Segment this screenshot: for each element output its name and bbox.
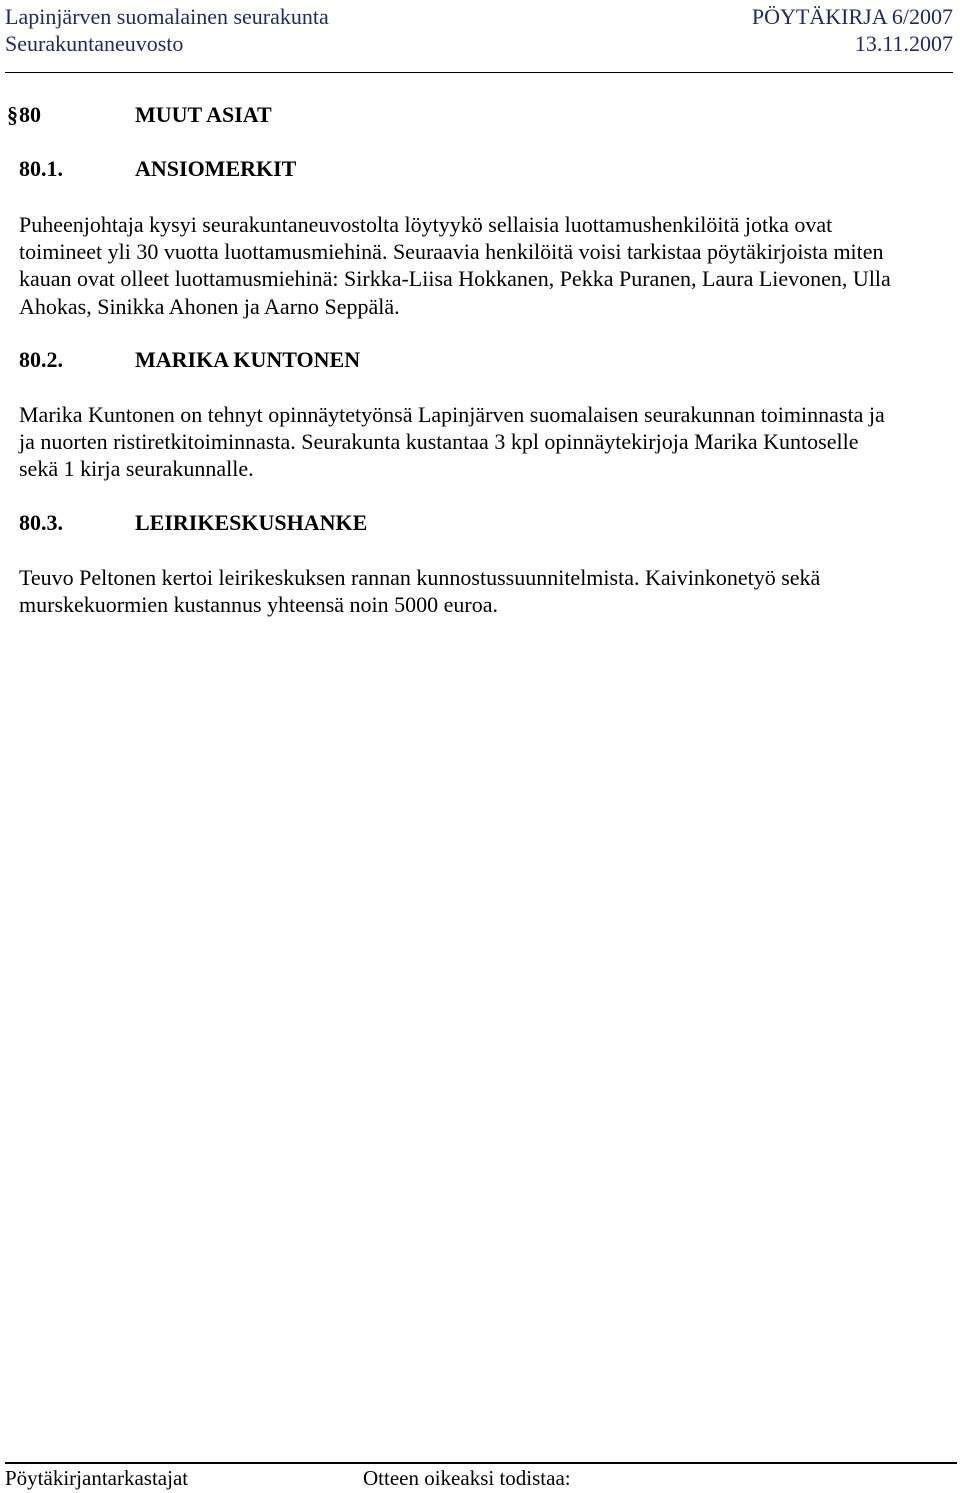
paragraph-line: Teuvo Peltonen kertoi leirikeskuksen rannan kunnostussuunnitelmista. Kaivinkonetyö sekä	[19, 565, 821, 590]
item-heading-80-2	[19, 347, 361, 373]
section-title: MUUT ASIAT	[135, 102, 272, 127]
header-row-2	[5, 31, 953, 57]
item-body-80-1	[19, 211, 959, 320]
paragraph-line: toimineet yli 30 vuotta luottamusmiehinä. Seuraavia henkilöitä voisi tarkistaa pöytäkirjoista miten	[19, 239, 884, 265]
item-number: 80.3.	[19, 510, 63, 535]
paragraph-line: murskekuormien kustannus yhteensä noin 5000 euroa.	[19, 592, 499, 618]
footer-certification-label: Otteen oikeaksi todistaa:	[363, 1466, 571, 1490]
item-number: 80.2.	[19, 347, 63, 372]
item-title: MARIKA KUNTONEN	[135, 347, 361, 372]
header-date: 13.11.2007	[854, 31, 953, 56]
item-heading-80-1	[19, 156, 297, 182]
section-symbol: §	[7, 102, 18, 127]
item-title: ANSIOMERKIT	[135, 156, 297, 181]
paragraph-line: Puheenjohtaja kysyi seurakuntaneuvostolta löytyykö sellaisia luottamushenkilöitä jotka ovat	[19, 212, 833, 237]
paragraph-line: Ahokas, Sinikka Ahonen ja Aarno Seppälä.	[19, 293, 400, 319]
footer-reviewers-label: Pöytäkirjantarkastajat	[5, 1466, 189, 1490]
section-number: 80	[19, 102, 41, 127]
item-body-80-3	[19, 564, 959, 618]
paragraph-line: kauan ovat olleet luottamusmiehinä: Sirkka-Liisa Hokkanen, Pekka Puranen, Laura Lievonen, Ulla	[19, 266, 891, 292]
header-document-id: PÖYTÄKIRJA 6/2007	[751, 4, 953, 29]
paragraph-line: sekä 1 kirja seurakunnalle.	[19, 456, 254, 482]
item-number: 80.1.	[19, 156, 63, 181]
header-body: Seurakuntaneuvosto	[5, 31, 184, 56]
item-body-80-2	[19, 401, 959, 483]
paragraph-line: ja nuorten ristiretkitoiminnasta. Seurakunta kustantaa 3 kpl opinnäytekirjoja Marika Kuntoselle	[19, 429, 859, 455]
header-organization: Lapinjärven suomalainen seurakunta	[5, 4, 329, 29]
header-row-1	[5, 4, 953, 30]
item-title: LEIRIKESKUSHANKE	[135, 510, 368, 535]
paragraph-line: Marika Kuntonen on tehnyt opinnäytetyönsä Lapinjärven suomalaisen seurakunnan toiminnasta ja	[19, 402, 885, 427]
item-heading-80-3	[19, 510, 368, 536]
footer-divider	[5, 1462, 957, 1464]
header-divider	[5, 72, 953, 73]
